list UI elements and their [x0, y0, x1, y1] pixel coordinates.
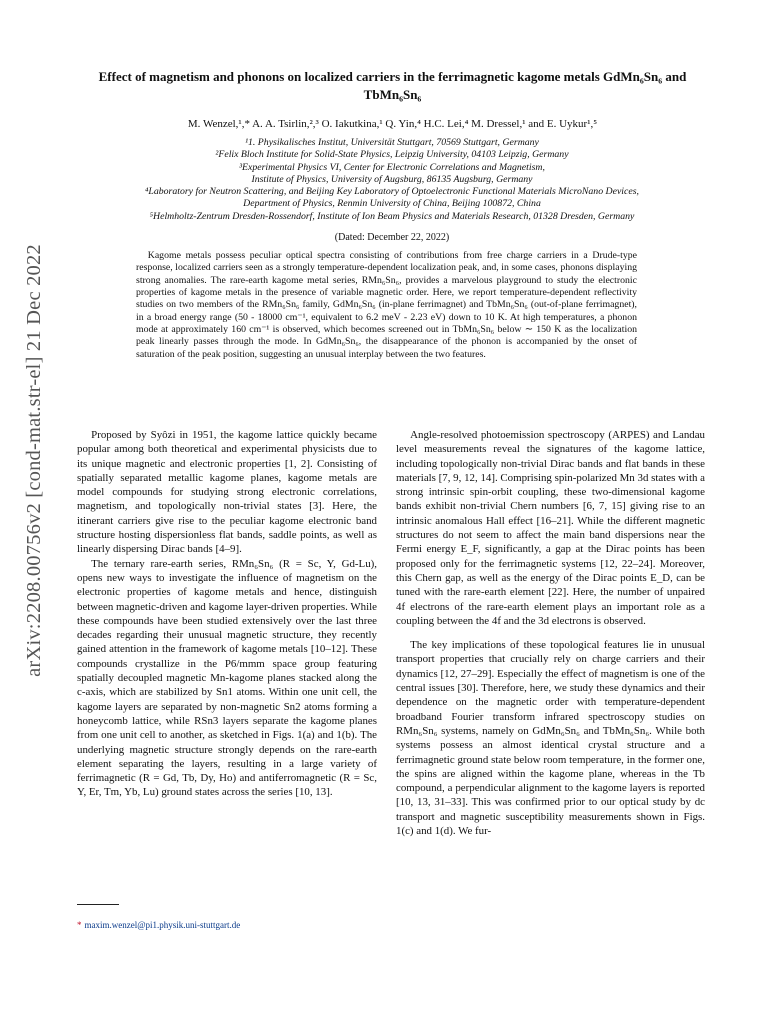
footnote [77, 920, 240, 930]
corresponding-email-link[interactable]: maxim.wenzel@pi1.physik.uni-stuttgart.de [84, 920, 241, 930]
body-paragraph: Proposed by Syôzi in 1951, the kagome lattice quickly became popular among both theoretical and experimental physicists due to its unique magnetic and electronic properties [1, 2]. Consisting of spatially separated metallic kagome planes, kagome metals are model compounds for studying strong electronic correlations, magnetism, and topologically non-trivial states [3]. Here, the itinerant carriers give rise to the peculiar kagome electronic band structure hosting dispersionless flat bands, saddle points, as well as linearly dispersing Dirac bands [4–9]. [77, 429, 377, 556]
affiliation-line: Department of Physics, Renmin University of China, Beijing 100872, China [243, 198, 541, 210]
author-list: M. Wenzel,¹,* A. A. Tsirlin,²,³ O. Iakutkina,¹ Q. Yin,⁴ H.C. Lei,⁴ M. Dressel,¹ and E. Uykur¹,⁵ [187, 118, 598, 130]
arxiv-identifier: arXiv:2208.00756v2 [cond-mat.str-el] 21 Dec 2022 [22, 243, 45, 677]
right-column [396, 428, 705, 838]
affiliation-line: ²Felix Bloch Institute for Solid-State Physics, Leipzig University, 04103 Leipzig, Germany [215, 149, 569, 161]
affiliation-line: ⁴Laboratory for Neutron Scattering, and Beijing Key Laboratory of Optoelectronic Functional Materials MicroNano Devices, [144, 186, 639, 198]
body-paragraph: The ternary rare-earth series, RMn₆Sn₆ (R = Sc, Y, Gd-Lu), opens new ways to investigate the influence of magnetism on the electronic properties of kagome metals and hence, distinguish between magnetic-driven and kagome layer-driven properties. While these compounds have been studied extensively over the last three decades regarding their unusual magnetic structure, they recently gained attention in the framework of kagome metals [10–12]. These compounds crystallize in the P6/mmm space group featuring spatially decoupled magnetic Mn-kagome planes stacked along the c-axis, which are stabilized by Sn1 atoms. Within one unit cell, the kagome layers are separated by non-magnetic Sn2 atoms forming a honeycomb lattice, while RSn3 layers separate the kagome planes from one unit cell to another, as sketched in Figs. 1(a) and 1(b). The underlying magnetic structure strongly depends on the rare-earth element separating the layers, resulting in a large variety of ferrimagnetic (R = Gd, Tb, Dy, Ho) and antiferromagnetic (R = Sc, Y, Er, Tm, Yb, Lu) ground states across the series [10, 13]. [77, 557, 377, 799]
paper-title: Effect of magnetism and phonons on localized carriers in the ferrimagnetic kagome metals GdMn₆Sn₆ and TbMn₆Sn₆ [98, 69, 687, 102]
left-column [77, 428, 377, 800]
dated-line: (Dated: December 22, 2022) [334, 232, 450, 243]
affiliation-line: Institute of Physics, University of Augsburg, 86135 Augsburg, Germany [251, 173, 533, 185]
affiliation-line: ⁵Helmholtz-Zentrum Dresden-Rossendorf, Institute of Ion Beam Physics and Materials Research, 01328 Dresden, Germany [149, 210, 635, 222]
affiliation-line: ³Experimental Physics VI, Center for Electronic Correlations and Magnetism, [239, 161, 545, 173]
affiliation-line: ¹1. Physikalisches Institut, Universität Stuttgart, 70569 Stuttgart, Germany [245, 137, 539, 148]
abstract: Kagome metals possess peculiar optical spectra consisting of contributions from free charge carriers in a Drude-type response, localized carriers seen as a strongly temperature-dependent localization peak, and, in some cases, phonons displaying strong anomalies. The rare-earth kagome metal series, RMn₆Sn₆, provides a marvelous playground to study the electronic properties of kagome metals in the presence of variable magnetic order. Here, we report temperature-dependent reflectivity studies on two members of the RMn₆Sn₆ family, GdMn₆Sn₆ (in-plane ferrimagnet) and TbMn₆Sn₆ (out-of-plane ferrimagnet), in a broad energy range (50 - 18000 cm⁻¹, equivalent to 6.2 meV - 2.23 eV) down to 10 K. At high temperatures, a phonon mode at approximately 160 cm⁻¹ is observed, which becomes screened out in TbMn₆Sn₆ below ∼ 150 K as the localization peak linearly passes through the mode. In GdMn₆Sn₆, the disappearance of the phonon is accompanied by the onset of saturation of the peak position, suggesting an unusual interplay between the two features. [136, 250, 637, 360]
body-paragraph: Angle-resolved photoemission spectroscopy (ARPES) and Landau level measurements reveal the signatures of the kagome lattice, including topologically non-trivial Dirac bands and flat bands in these materials [7, 9, 12, 14]. Comprising spin-polarized Mn 3d states with a strong intrinsic spin-orbit coupling, these two-dimensional kagome bands exhibit non-trivial Chern numbers [6, 7, 15] giving rise to an intrinsic anomalous Hall effect [16–21]. While the different magnetic structures do not seem to affect the main band dispersions near the Fermi energy E_F, significantly, a gap at the Dirac points has been proposed only for the ferrimagnetic systems [12, 22–24]. Moreover, this Chern gap, as well as the energy of the Dirac points E_D, can be tuned with the rare-earth element [22]. Here, the number of unpaired 4f electrons of the rare-earth element plays an important role as a coupling between the 4f and the 3d electrons is observed. [396, 429, 705, 627]
footnote-rule [77, 904, 119, 905]
footnote-marker: * [77, 920, 82, 930]
body-paragraph: The key implications of these topological features lie in unusual transport properties that crucially rely on charge carriers and their dynamics [12, 27–29]. Especially the effect of magnetism is one of the central issues [30]. Therefore, here, we study these dynamics and their dependence on the magnetic order with temperature-dependent broadband Fourier transform infrared spectroscopy studies on RMn₆Sn₆ systems, namely on GdMn₆Sn₆ and TbMn₆Sn₆. While both systems possess an almost identical crystal structure and a ferrimagnetic ground state below room temperature, in the former one, the spins are aligned within the kagome plane, whereas in the Tb compound, a perpendicular alignment to the kagome layers is reported [10, 13, 31–33]. This was confirmed prior to our optical study by dc transport and magnetic susceptibility measurements shown in Figs. 1(c) and 1(d). We fur- [396, 639, 705, 838]
arxiv-identifier-sidebar [14, 240, 54, 680]
affiliations [62, 137, 722, 223]
